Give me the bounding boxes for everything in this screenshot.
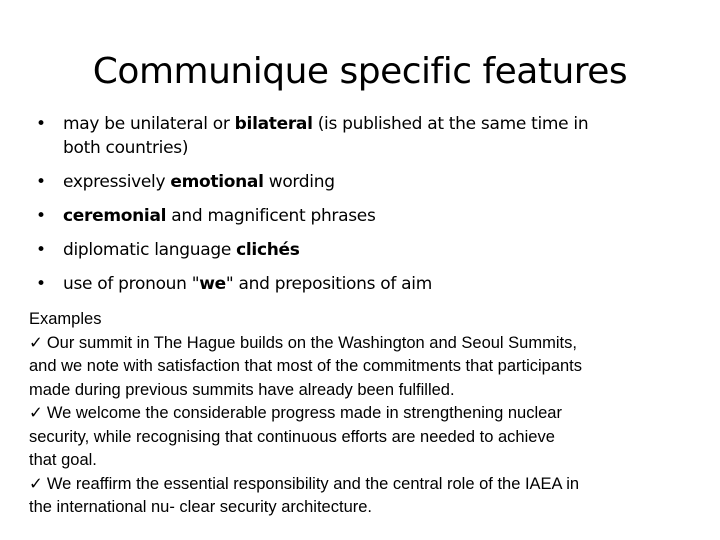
example-line: made during previous summits have already been fulfilled. — [29, 380, 455, 399]
examples-block — [29, 308, 709, 520]
example-line — [29, 332, 709, 356]
bullet-text: expressively — [63, 172, 171, 192]
example-text: Our summit in The Hague builds on the Washington and Seoul Summits, — [46, 333, 577, 352]
bullet-text: may be unilateral or — [63, 114, 235, 134]
list-item — [36, 112, 676, 160]
list-item — [36, 272, 676, 296]
example-line — [29, 402, 709, 426]
example-line — [29, 473, 709, 497]
example-line: the international nu- clear security architecture. — [29, 498, 373, 516]
list-item — [36, 170, 676, 194]
bullet-bold: emotional — [170, 172, 264, 192]
bullet-bold: bilateral — [234, 114, 313, 134]
bullet-text: diplomatic language — [63, 240, 237, 260]
list-item — [36, 238, 676, 262]
example-text: We welcome the considerable progress made in strengthening nuclear — [46, 404, 562, 422]
example-line: and we note with satisfaction that most of the commitments that participants — [29, 357, 583, 375]
examples-heading: Examples — [29, 310, 102, 328]
bullet-text: use of pronoun " — [63, 274, 200, 294]
slide-title: Communique specific features — [92, 51, 628, 92]
bullet-icon: • — [36, 274, 46, 294]
bullet-text: and magnificent phrases — [166, 206, 376, 226]
bullet-icon: • — [36, 114, 46, 134]
bullet-text: (is published at the same time in — [312, 114, 589, 134]
example-text: We reaffirm the essential responsibility and the central role of the IAEA in — [46, 474, 580, 493]
bullet-text: both countries) — [63, 138, 189, 158]
bullet-icon: • — [36, 240, 46, 260]
bullet-bold: we — [199, 274, 226, 294]
bullet-text: " and prepositions of aim — [225, 274, 432, 294]
bullet-text: wording — [263, 172, 335, 192]
example-line: security, while recognising that continuous efforts are needed to achieve — [29, 427, 555, 446]
bullet-icon: • — [36, 172, 46, 192]
example-line: that goal. — [29, 451, 97, 469]
bullet-bold: clichés — [236, 240, 300, 260]
list-item — [36, 204, 676, 228]
bullet-icon: • — [36, 206, 46, 226]
checkmark-icon: ✓ — [29, 474, 43, 493]
checkmark-icon: ✓ — [29, 404, 43, 422]
checkmark-icon: ✓ — [29, 333, 43, 352]
features-list — [36, 112, 676, 306]
bullet-bold: ceremonial — [63, 206, 167, 226]
